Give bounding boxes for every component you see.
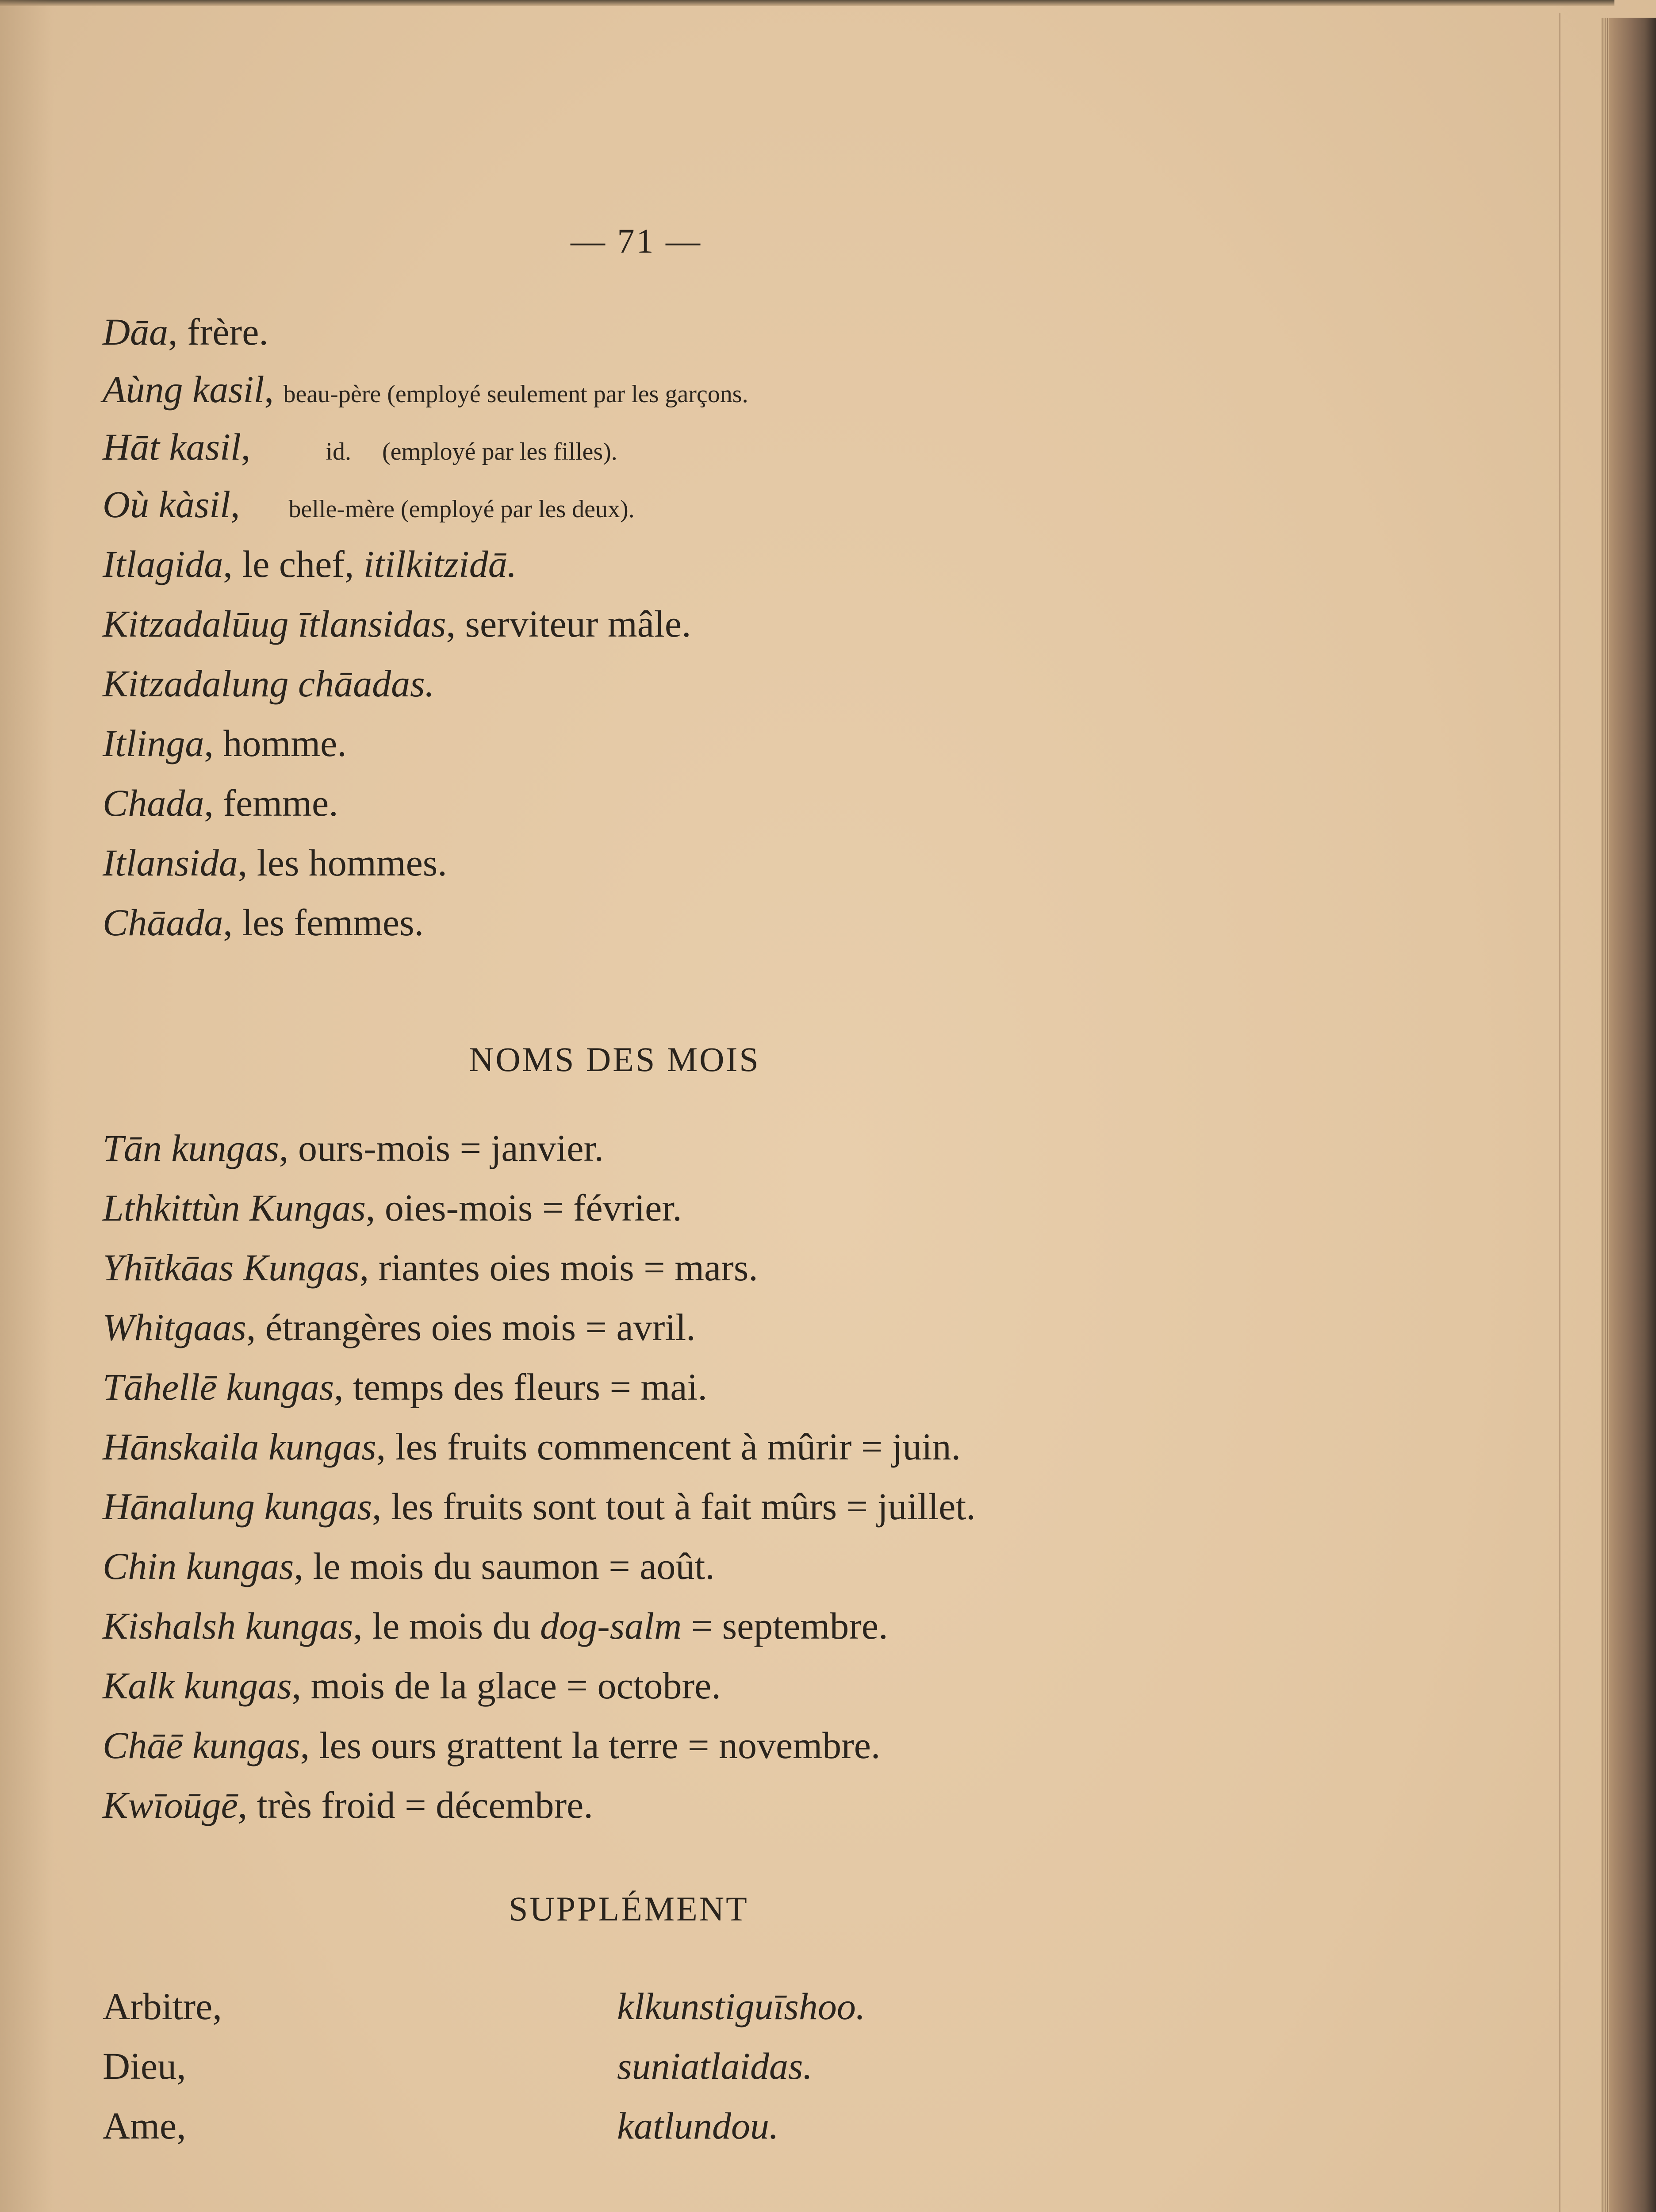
entry-kitzadalung <box>103 661 434 706</box>
native-term: Kitzadalung chāadas. <box>103 662 435 705</box>
note: beau-père (employé seulement par les garçons. <box>283 380 748 408</box>
month-entry: Kwīoūgē, très froid = décembre. <box>103 1784 593 1826</box>
entry-kitzadaluug: Kitzadalūug ītlansidas, serviteur mâle. <box>103 603 691 645</box>
native-term: Aùng kasil <box>103 368 264 411</box>
section-heading-months: NOMS DES MOIS <box>469 1040 760 1079</box>
month-entry: Hānalung kungas, les fruits sont tout à fait mûrs = juillet. <box>103 1485 976 1528</box>
month-entry: Whitgaas, étrangères oies mois = avril. <box>103 1306 696 1348</box>
page-fold-line <box>1559 13 1560 2212</box>
month-entry: Hānskaila kungas, les fruits commencent à mûrir = juin. <box>103 1425 961 1468</box>
entry-chada: Chada, femme. <box>103 782 338 824</box>
entry-aung-kasil: Aùng kasil, beau-père (employé seulement par les garçons. <box>103 368 748 411</box>
month-entry: Yhītkāas Kungas, riantes oies mois = mars. <box>103 1246 758 1289</box>
meaning: homme. <box>223 722 347 764</box>
month-entry: Chin kungas, le mois du saumon = août. <box>103 1545 715 1587</box>
native-term: Chāada <box>103 901 223 944</box>
entry-itlinga: Itlinga, homme. <box>103 722 347 764</box>
supplement-french: Dieu, <box>103 2045 186 2087</box>
month-entry: Kishalsh kungas, le mois du dog-salm = septembre. <box>103 1605 888 1647</box>
native-term: Hāt kasil <box>103 426 241 468</box>
entry-ou-kasil: Où kàsil, belle-mère (employé par les deux). <box>103 483 635 526</box>
month-entry: Chāē kungas, les ours grattent la terre = novembre. <box>103 1724 881 1767</box>
note: id. (employé par les filles). <box>326 438 617 465</box>
entry-hat-kasil: Hāt kasil, id. (employé par les filles). <box>103 426 617 468</box>
month-entry: Lthkittùn Kungas, oies-mois = février. <box>103 1187 682 1229</box>
entry-daa: Dāa, frère. <box>103 311 268 353</box>
meaning: frère. <box>187 311 268 353</box>
native-term: Itlinga <box>103 722 204 764</box>
note: belle-mère (employé par les deux). <box>288 495 635 523</box>
meaning: femme. <box>223 782 338 824</box>
supplement-french: Arbitre, <box>103 1985 222 2028</box>
section-heading-supplement: SUPPLÉMENT <box>509 1889 749 1928</box>
entry-itlagida: Itlagida, le chef, itilkitzidā. <box>103 543 517 585</box>
page-top-edge <box>0 0 1614 6</box>
entry-chaada: Chāada, les femmes. <box>103 901 424 944</box>
native-term: Dāa <box>103 311 169 353</box>
supplement-french: Ame, <box>103 2104 186 2147</box>
supplement-native: suniatlaidas. <box>617 2045 813 2087</box>
page-number: — 71 — <box>571 222 702 260</box>
native-term: Chada <box>103 782 204 824</box>
native-term: Kitzadalūug ītlansidas <box>103 603 446 645</box>
month-entry: Kalk kungas, mois de la glace = octobre. <box>103 1664 721 1707</box>
page-stack-edge <box>1601 18 1656 2212</box>
entry-itlansida: Itlansida, les hommes. <box>103 841 447 884</box>
native-term: Où kàsil <box>103 483 231 526</box>
native-term: Itlansida <box>103 841 238 884</box>
native-term: Itlagida <box>103 543 223 585</box>
month-entry: Tāhellē kungas, temps des fleurs = mai. <box>103 1366 707 1408</box>
month-entry: Tān kungas, ours-mois = janvier. <box>103 1127 604 1169</box>
supplement-native: katlundou. <box>617 2104 779 2147</box>
gutter-shadow <box>0 0 53 2212</box>
supplement-native: klkunstiguīshoo. <box>617 1985 866 2028</box>
meaning: serviteur mâle. <box>465 603 691 645</box>
meaning: les hommes. <box>257 841 447 884</box>
native-term-2: itilkitzidā. <box>363 543 517 585</box>
meaning: les femmes. <box>242 901 424 944</box>
meaning: le chef, <box>242 543 354 585</box>
